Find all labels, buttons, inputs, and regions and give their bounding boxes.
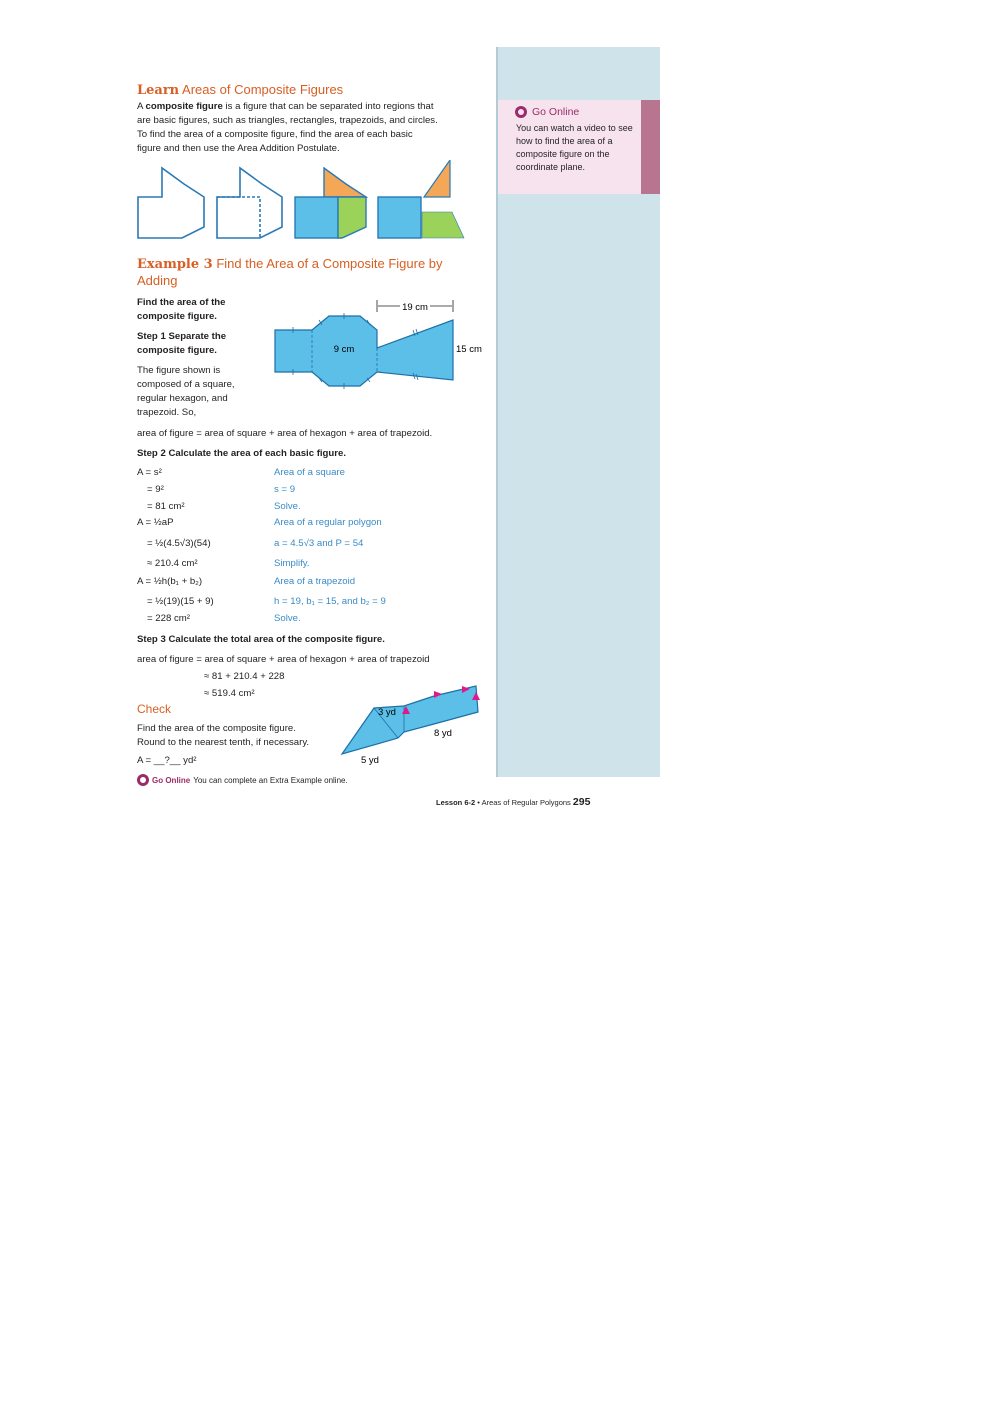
area-equation: area of figure = area of square + area of hexagon + area of trapezoid.: [137, 428, 433, 439]
example-composite-figure: [270, 296, 492, 390]
label-19cm: 19 cm: [402, 302, 428, 313]
example-heading: [137, 256, 457, 289]
go-online-title: Go Online: [532, 106, 580, 118]
learn-heading: [137, 82, 343, 98]
step-3-heading: Step 3 Calculate the total area of the composite figure.: [137, 634, 385, 645]
example-prompt: Find the area of the composite figure.: [137, 297, 226, 322]
lesson-number: Lesson 6-2: [436, 798, 476, 807]
decomposition-illustration: [134, 160, 474, 244]
label-5yd: 5 yd: [361, 755, 379, 766]
page-footer: [436, 796, 590, 808]
check-heading: Check: [137, 702, 172, 716]
work-right-3: Solve.: [274, 501, 301, 512]
lesson-title: Areas of Regular Polygons: [481, 798, 571, 807]
check-line-2: Round to the nearest tenth, if necessary.: [137, 737, 310, 748]
work-right-9: Solve.: [274, 613, 301, 624]
go-online-footer-text: You can complete an Extra Example online.: [193, 775, 348, 785]
go-online-text: You can watch a video to see how to find the area of a composite figure on the coordinate plane.: [516, 123, 633, 172]
work-left-6: ≈ 210.4 cm²: [147, 558, 198, 569]
go-online-small-icon: [137, 774, 149, 786]
label-9cm: 9 cm: [333, 344, 355, 355]
step-1-text: The figure shown is composed of a square, regular hexagon, and trapezoid. So,: [137, 365, 235, 418]
intro-text-2: is a figure that can be separated into regions that: [222, 101, 434, 112]
callout-tab: [641, 100, 660, 194]
go-online-extra-link[interactable]: [137, 774, 348, 786]
work-left-4: A = ½aP: [137, 517, 174, 528]
work-left-9: = 228 cm²: [147, 613, 190, 624]
work-left-8: = ½(19)(15 + 9): [147, 596, 214, 607]
go-online-label: Go Online: [152, 775, 191, 785]
learn-tag: Learn: [137, 83, 180, 98]
work-right-2: s = 9: [274, 484, 296, 495]
label-15cm: 15 cm: [456, 344, 482, 355]
outline-figure: [138, 168, 204, 238]
go-online-icon: [515, 106, 527, 118]
intro-text: A: [137, 101, 146, 112]
intro-line-4: figure and then use the Area Addition Postulate.: [137, 143, 340, 154]
total-line-3: ≈ 519.4 cm²: [204, 688, 255, 699]
work-left-2: = 9²: [147, 484, 164, 495]
step-2-heading: Step 2 Calculate the area of each basic figure.: [137, 448, 347, 459]
work-right-8: h = 19, b₁ = 15, and b₂ = 9: [274, 596, 386, 607]
learn-intro: [137, 100, 482, 156]
intro-line-3: To find the area of a composite figure, find the area of each basic: [137, 129, 413, 140]
step-1-heading: Step 1 Separate the composite figure.: [137, 331, 227, 356]
label-3yd: 3 yd: [378, 707, 396, 718]
label-8yd: 8 yd: [434, 728, 452, 739]
work-right-7: Area of a trapezoid: [274, 576, 356, 587]
check-line-1: Find the area of the composite figure.: [137, 723, 296, 734]
separated-figure: [378, 160, 464, 238]
learn-title: Areas of Composite Figures: [182, 82, 344, 97]
work-left-5: = ½(4.5√3)(54): [147, 538, 211, 549]
page-number: 295: [572, 796, 591, 808]
work-left-7: A = ½h(b₁ + b₂): [137, 576, 203, 587]
work-left-1: A = s²: [137, 467, 162, 478]
work-left-3: = 81 cm²: [147, 501, 185, 512]
check-answer-field[interactable]: A = __?__ yd²: [137, 755, 197, 766]
total-line-2: ≈ 81 + 210.4 + 228: [204, 671, 285, 682]
dashed-figure: [217, 168, 282, 238]
intro-line-2: are basic figures, such as triangles, rectangles, trapezoids, and circles.: [137, 115, 438, 126]
total-line-1: area of figure = area of square + area of hexagon + area of trapezoid: [137, 654, 430, 665]
footer-separator: •: [475, 798, 482, 807]
example-tag: Example 3: [137, 257, 213, 272]
filled-figure: [295, 168, 366, 238]
work-right-1: Area of a square: [274, 467, 345, 478]
example-title: Find the Area of a Composite Figure by Adding: [137, 256, 443, 288]
work-right-4: Area of a regular polygon: [274, 517, 382, 528]
work-right-5: a = 4.5√3 and P = 54: [274, 538, 364, 549]
go-online-heading[interactable]: [515, 106, 579, 118]
check-composite-figure: [338, 680, 484, 770]
work-right-6: Simplify.: [274, 558, 310, 569]
intro-term: composite figure: [145, 101, 223, 112]
